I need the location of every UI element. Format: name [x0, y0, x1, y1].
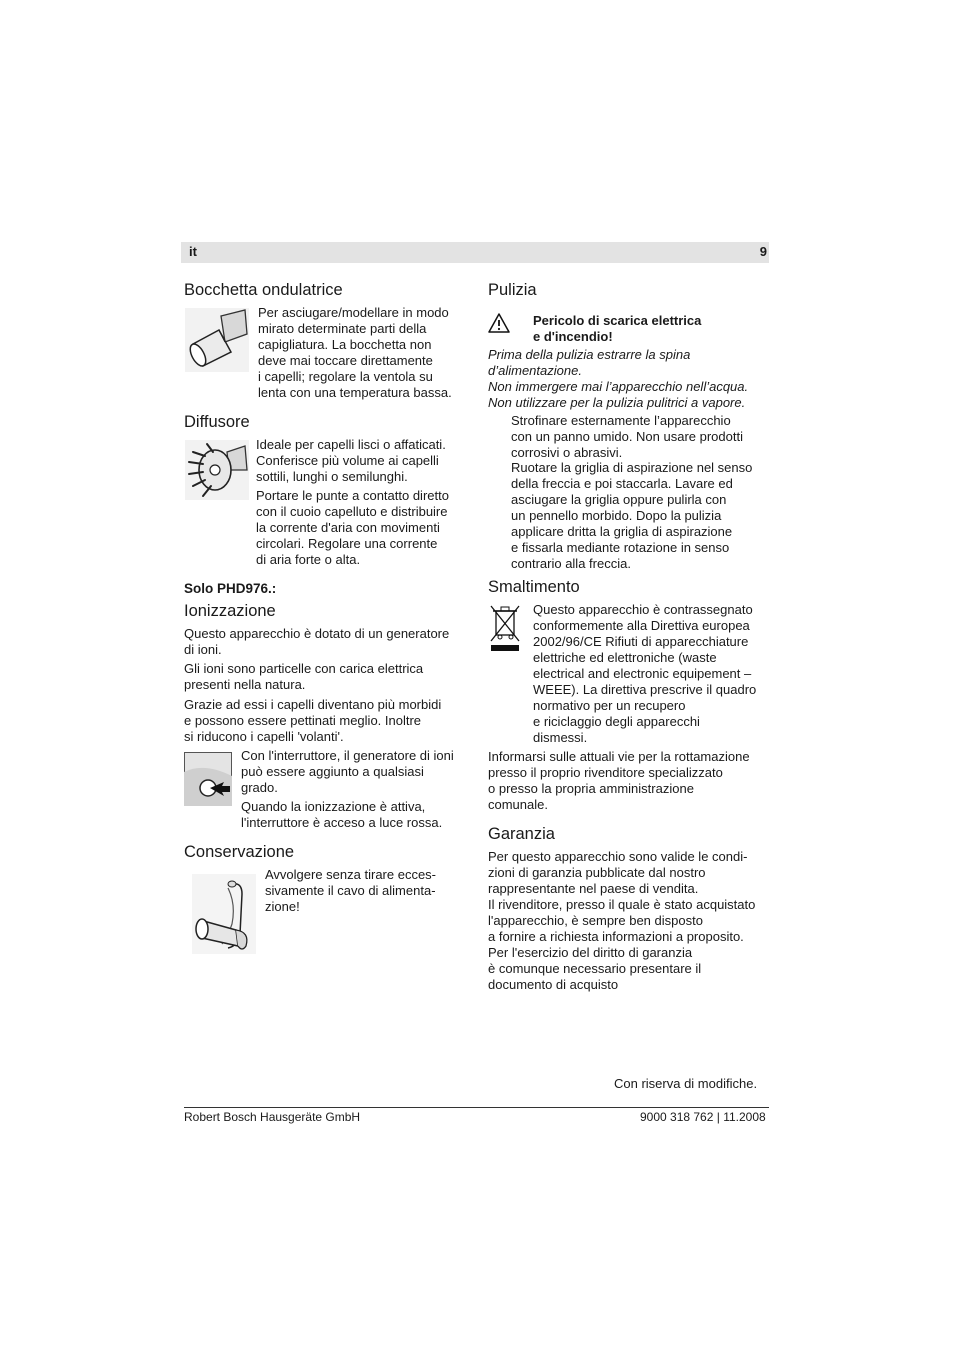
pulizia-p1: Strofinare esternamente l’apparecchio con un panno umido. Non usare prodotti corrosivi o abrasivi. — [511, 413, 743, 460]
heading-smaltimento: Smaltimento — [488, 578, 580, 596]
ion-switch-icon — [184, 752, 232, 806]
pulizia-p2: Ruotare la griglia di aspirazione nel senso della freccia e poi staccarla. Lavare ed asciugare la griglia oppure pulirla con un pennello morbido. Dopo la pulizia applicare dritta la griglia di aspirazione e fissarla mediante rotazione in senso contrario alla freccia. — [511, 460, 753, 571]
page-number: 9 — [759, 244, 767, 259]
heading-bocchetta: Bocchetta ondulatrice — [184, 281, 343, 299]
bocchetta-text: Per asciugare/modellare in modo mirato determinate parti della capigliatura. La bocchetta non deve mai toccare direttamente i capelli; regolare la ventola su lenta con una temperatura bassa. — [258, 305, 452, 400]
weee-bin-icon — [488, 603, 522, 653]
warning-triangle-icon — [488, 313, 510, 333]
heading-ionizzazione: Ionizzazione — [184, 602, 276, 620]
smaltimento-text: Questo apparecchio è contrassegnato conformemente alla Direttiva europea 2002/96/CE Rifiuti di apparecchiature elettriche ed elettroniche (waste electrical and electronic equipement – WEEE). La direttiva prescrive il quadro normativo per un recupero e riciclaggio degli apparecchi dismessi. — [533, 602, 757, 745]
ionizzazione-p5: Quando la ionizzazione è attiva, l'interruttore è acceso a luce rossa. — [241, 799, 443, 830]
diffusore-text-1: Ideale per capelli lisci o affaticati. Conferisce più volume ai capelli sottili, lunghi o semilunghi. — [256, 437, 446, 484]
ionizzazione-p2: Gli ioni sono particelle con carica elettrica presenti nella natura. — [184, 661, 424, 692]
document-number: 9000 318 762 | 11.2008 — [640, 1110, 766, 1124]
heading-garanzia: Garanzia — [488, 825, 555, 843]
reserve-note: Con riserva di modifiche. — [614, 1076, 758, 1091]
heading-pulizia: Pulizia — [488, 281, 537, 299]
model-note: Solo PHD976.: — [184, 581, 277, 596]
ionizzazione-p1: Questo apparecchio è dotato di un generatore di ioni. — [184, 626, 450, 657]
smaltimento-info: Informarsi sulle attuali vie per la rottamazione presso il proprio rivenditore specializzato o presso la propria amministrazione comunale. — [488, 749, 750, 812]
footer-divider — [184, 1107, 769, 1108]
ionizzazione-p3: Grazie ad essi i capelli diventano più morbidi e possono essere pettinati meglio. Inoltre si riducono i capelli 'volanti'. — [184, 697, 442, 744]
garanzia-text: Per questo apparecchio sono valide le condi- zioni di garanzia pubblicate dal nostro rappresentante nel paese di vendita. Il rivenditore, presso il quale è stato acquistato l'apparecchio, è sempre ben disposto a fornire a richiesta informazioni a proposito. Per l'esercizio del diritto di garanzia è comunque necessario presentare il documento di acquisto — [488, 849, 756, 992]
diffusore-text-2: Portare le punte a contatto diretto con il cuoio capelluto e distribuire la corrente d'aria con movimenti circolari. Regolare una corrente di aria forte o alta. — [256, 488, 449, 567]
header-bar — [181, 242, 769, 263]
warning-text: Pericolo di scarica elettrica e d'incendio! — [533, 313, 702, 344]
ionizzazione-p4: Con l'interruttore, il generatore di ioni può essere aggiunto a qualsiasi grado. — [241, 748, 454, 795]
heading-diffusore: Diffusore — [184, 413, 250, 431]
heading-conservazione: Conservazione — [184, 843, 295, 861]
hairdryer-storage-icon — [192, 874, 256, 954]
conservazione-text: Avvolgere senza tirare ecces- sivamente il cavo di alimenta- zione! — [265, 867, 437, 914]
diffuser-icon — [185, 440, 249, 500]
company-name: Robert Bosch Hausgeräte GmbH — [184, 1110, 361, 1124]
concentrator-nozzle-icon — [185, 308, 249, 372]
language-code: it — [189, 244, 197, 259]
pulizia-italic-notes: Prima della pulizia estrarre la spina d’alimentazione. Non immergere mai l’apparecchio nell’acqua. Non utilizzare per la pulizia pulitrici a vapore. — [488, 347, 749, 410]
